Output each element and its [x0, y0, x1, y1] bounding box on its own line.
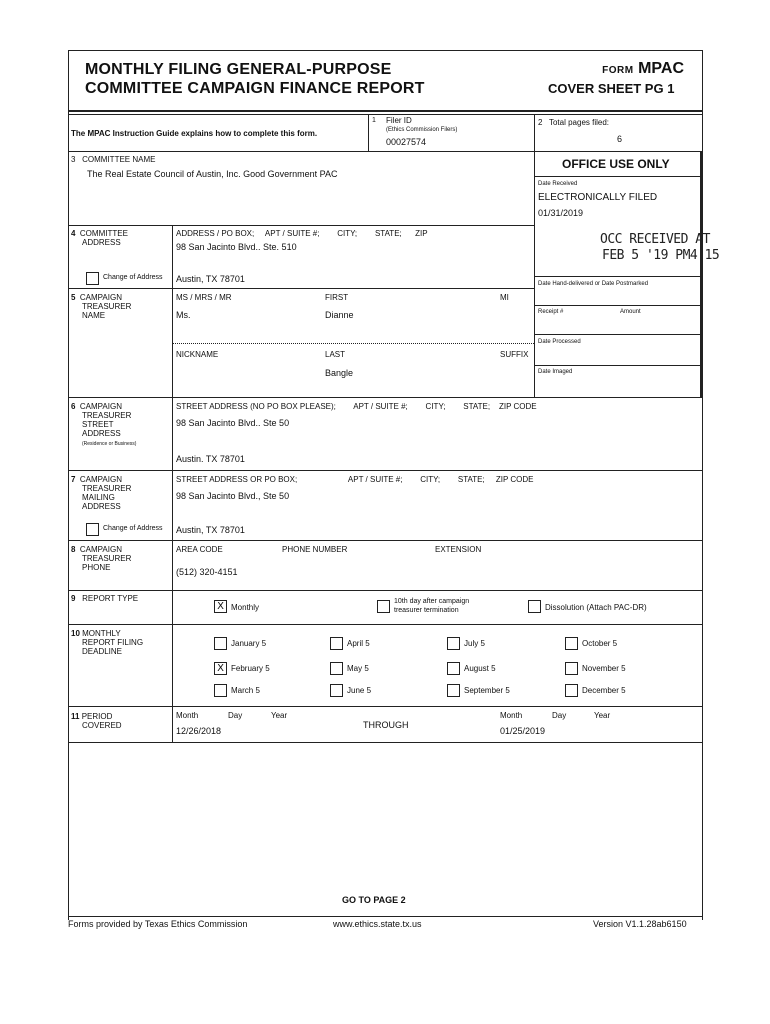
prefix-value: Ms. [176, 310, 191, 320]
to-month-label: Month [500, 711, 523, 720]
e-filed-date: 01/31/2019 [538, 208, 584, 218]
from-day-label: Day [228, 711, 243, 720]
mailing-change-address-checkbox[interactable] [86, 523, 99, 536]
treasurer-mailing-line1: 98 San Jacinto Blvd., Ste 50 [176, 491, 290, 501]
received-stamp-line1: OCC RECEIVED AT [600, 232, 710, 247]
cover-sheet-label: COVER SHEET PG 1 [548, 81, 675, 96]
filer-id-label: Filer ID [386, 116, 412, 125]
deadline-october-label: October 5 [582, 639, 618, 648]
treasurer-mailing-header: STREET ADDRESS OR PO BOX; APT / SUITE #; CITY; STATE; ZIP CODE [176, 475, 534, 484]
deadline-september-label: September 5 [464, 686, 510, 695]
committee-change-address-label: Change of Address [103, 274, 163, 281]
mailing-change-address-label: Change of Address [103, 525, 163, 532]
deadline-august-label: August 5 [464, 664, 496, 673]
period-to-value: 01/25/2019 [500, 726, 546, 736]
tenth-day-label: 10th day after campaign treasurer termination [394, 598, 470, 614]
deadline-february-label: February 5 [231, 664, 270, 673]
to-day-label: Day [552, 711, 567, 720]
committee-address-header: ADDRESS / PO BOX; APT / SUITE #; CITY; STATE; ZIP [176, 229, 428, 238]
received-stamp-line2: FEB 5 '19 PM4:15 [602, 248, 720, 263]
filer-id-num: 1 [372, 117, 376, 124]
committee-address-label: 4 COMMITTEE ADDRESS [71, 229, 128, 247]
deadline-november-label: November 5 [582, 664, 626, 673]
monthly-label: Monthly [231, 603, 260, 612]
first-name-value: Dianne [325, 310, 354, 320]
instruction-text: The MPAC Instruction Guide explains how to complete this form. [71, 129, 318, 138]
dissolution-label: Dissolution (Attach PAC-DR) [545, 603, 647, 612]
report-type-label: 9 REPORT TYPE [71, 594, 139, 603]
total-pages-value: 6 [617, 134, 623, 144]
deadline-january-label: January 5 [231, 639, 267, 648]
extension-label: EXTENSION [435, 545, 482, 554]
go-to-page-2: GO TO PAGE 2 [342, 895, 406, 905]
deadline-october-checkbox[interactable] [565, 637, 578, 650]
amount-label: Amount [620, 309, 641, 315]
nickname-label: NICKNAME [176, 350, 219, 359]
treasurer-street-label: 6 CAMPAIGN TREASURER STREET ADDRESS (Residence or Business) [71, 402, 137, 447]
footer-url[interactable]: www.ethics.state.tx.us [333, 919, 422, 929]
treasurer-street-header: STREET ADDRESS (NO PO BOX PLEASE); APT / SUITE #; CITY; STATE; ZIP CODE [176, 402, 537, 411]
first-name-label: FIRST [325, 293, 349, 302]
committee-address-line2: Austin, TX 78701 [176, 274, 245, 284]
dissolution-checkbox[interactable] [528, 600, 541, 613]
total-pages-label: 2 Total pages filed: [538, 118, 610, 127]
imaged-label: Date Imaged [538, 369, 573, 375]
deadline-november-checkbox[interactable] [565, 662, 578, 675]
deadline-july-label: July 5 [464, 639, 485, 648]
treasurer-name-label: 5 CAMPAIGN TREASURER NAME [71, 293, 132, 320]
date-received-label: Date Received [538, 181, 578, 187]
deadline-august-checkbox[interactable] [447, 662, 460, 675]
committee-address-line1: 98 San Jacinto Blvd.. Ste. 510 [176, 242, 297, 252]
treasurer-phone-label: 8 CAMPAIGN TREASURER PHONE [71, 545, 132, 572]
deadline-january-checkbox[interactable] [214, 637, 227, 650]
deadline-may-label: May 5 [347, 664, 369, 673]
deadline-june-label: June 5 [347, 686, 372, 695]
through-label: THROUGH [363, 720, 409, 730]
suffix-label: SUFFIX [500, 350, 529, 359]
processed-label: Date Processed [538, 339, 581, 345]
form-title: MONTHLY FILING GENERAL-PURPOSE COMMITTEE CAMPAIGN FINANCE REPORT [85, 61, 425, 97]
deadline-april-checkbox[interactable] [330, 637, 343, 650]
deadline-december-label: December 5 [582, 686, 626, 695]
from-year-label: Year [271, 711, 288, 720]
period-from-value: 12/26/2018 [176, 726, 222, 736]
from-month-label: Month [176, 711, 199, 720]
deadline-april-label: April 5 [347, 639, 370, 648]
filer-id-sublabel: (Ethics Commission Filers) [386, 127, 458, 133]
deadline-february-checkbox[interactable]: X [214, 662, 227, 675]
treasurer-street-line2: Austin. TX 78701 [176, 454, 245, 464]
committee-change-address-checkbox[interactable] [86, 272, 99, 285]
treasurer-street-line1: 98 San Jacinto Blvd.. Ste 50 [176, 418, 290, 428]
treasurer-mailing-line2: Austin, TX 78701 [176, 525, 245, 535]
monthly-checkbox[interactable]: X [214, 600, 227, 613]
deadline-label: 10 MONTHLY REPORT FILING DEADLINE [71, 629, 144, 656]
receipt-label: Receipt # [538, 309, 564, 315]
committee-name-label: 3 COMMITTEE NAME [71, 155, 156, 164]
deadline-may-checkbox[interactable] [330, 662, 343, 675]
deadline-september-checkbox[interactable] [447, 684, 460, 697]
treasurer-phone-value: (512) 320-4151 [176, 567, 238, 577]
last-name-label: LAST [325, 350, 346, 359]
committee-name-value: The Real Estate Council of Austin, Inc. Good Government PAC [87, 169, 338, 179]
tenth-day-checkbox[interactable] [377, 600, 390, 613]
treasurer-mailing-label: 7 CAMPAIGN TREASURER MAILING ADDRESS [71, 475, 132, 511]
filer-id-value: 00027574 [386, 137, 427, 147]
deadline-july-checkbox[interactable] [447, 637, 460, 650]
deadline-march-checkbox[interactable] [214, 684, 227, 697]
hand-delivered-label: Date Hand-delivered or Date Postmarked [538, 281, 649, 287]
electronically-filed: ELECTRONICALLY FILED [538, 192, 658, 203]
deadline-june-checkbox[interactable] [330, 684, 343, 697]
form-code: FORM MPAC [602, 60, 684, 77]
deadline-march-label: March 5 [231, 686, 260, 695]
area-code-label: AREA CODE [176, 545, 223, 554]
period-label: 11 PERIOD COVERED [71, 712, 122, 730]
footer-version: Version V1.1.28ab6150 [593, 919, 687, 929]
phone-number-label: PHONE NUMBER [282, 545, 348, 554]
footer-provided-by: Forms provided by Texas Ethics Commission [68, 919, 248, 929]
to-year-label: Year [594, 711, 611, 720]
mi-label: MI [500, 293, 509, 302]
office-use-title: OFFICE USE ONLY [562, 157, 670, 171]
last-name-value: Bangle [325, 368, 354, 378]
deadline-december-checkbox[interactable] [565, 684, 578, 697]
prefix-label: MS / MRS / MR [176, 293, 232, 302]
